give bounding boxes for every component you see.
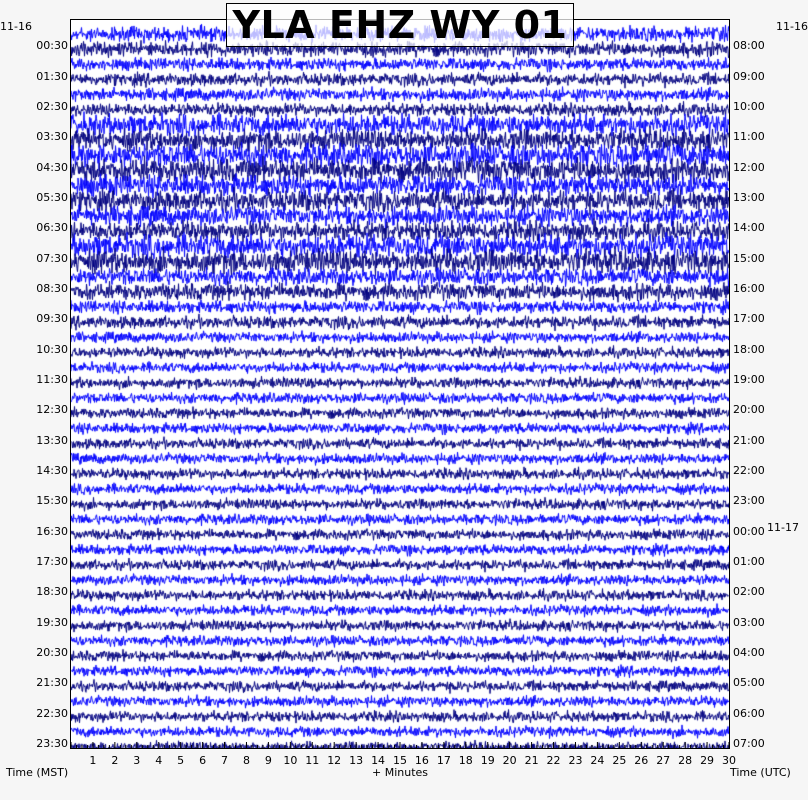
- x-tick-label: 16: [414, 754, 429, 767]
- x-tick-label: 7: [221, 754, 229, 767]
- left-time-tick: 00:30: [36, 39, 68, 53]
- x-tick-label: 8: [242, 754, 250, 767]
- right-time-tick: 22:00: [733, 463, 765, 477]
- left-time-tick: 06:30: [36, 221, 68, 235]
- x-tick-label: 1: [89, 754, 97, 767]
- x-tick-label: 12: [327, 754, 342, 767]
- left-time-tick: 12:30: [36, 403, 68, 417]
- left-time-tick: 15:30: [36, 494, 68, 508]
- x-axis-label: + Minutes: [372, 766, 429, 779]
- right-time-tick: 23:00: [733, 494, 765, 508]
- right-time-tick: 13:00: [733, 190, 765, 204]
- left-time-tick: 23:30: [36, 736, 68, 750]
- left-time-tick: 05:30: [36, 190, 68, 204]
- right-time-tick: 20:00: [733, 403, 765, 417]
- x-axis-ticks: [71, 20, 729, 748]
- left-time-tick: 11:30: [36, 372, 68, 386]
- right-time-tick: 01:00: [733, 554, 765, 568]
- x-tick-label: 14: [371, 754, 386, 767]
- x-tick-label: 9: [264, 754, 272, 767]
- x-tick-label: 3: [133, 754, 141, 767]
- left-time-tick: 08:30: [36, 281, 68, 295]
- left-time-tick: 01:30: [36, 69, 68, 83]
- right-time-tick: 06:00: [733, 706, 765, 720]
- left-time-tick: 10:30: [36, 342, 68, 356]
- x-tick-label: 22: [546, 754, 561, 767]
- x-tick-label: 11: [305, 754, 320, 767]
- x-tick-label: 28: [678, 754, 693, 767]
- x-tick-label: 2: [111, 754, 119, 767]
- x-tick-label: 30: [722, 754, 736, 767]
- chart-title: YLA EHZ WY 01: [226, 3, 574, 47]
- left-time-tick: 07:30: [36, 251, 68, 265]
- x-tick-label: 21: [524, 754, 539, 767]
- right-time-tick: 04:00: [733, 645, 765, 659]
- date-change-label: 11-17: [767, 521, 799, 534]
- left-axis-label: Time (MST): [6, 766, 69, 779]
- left-date-label: 11-16: [0, 20, 32, 33]
- left-time-tick: 04:30: [36, 160, 68, 174]
- right-time-tick: 21:00: [733, 433, 765, 447]
- left-time-tick: 13:30: [36, 433, 68, 447]
- left-time-tick: 21:30: [36, 676, 68, 690]
- left-time-tick: 16:30: [36, 524, 68, 538]
- x-tick-label: 29: [700, 754, 715, 767]
- left-time-tick: 20:30: [36, 645, 68, 659]
- x-tick-label: 10: [283, 754, 298, 767]
- left-time-tick: 19:30: [36, 615, 68, 629]
- right-time-tick: 09:00: [733, 69, 765, 83]
- x-tick-label: 5: [177, 754, 185, 767]
- x-tick-label: 6: [199, 754, 207, 767]
- x-tick-label: 24: [590, 754, 605, 767]
- left-time-tick: 22:30: [36, 706, 68, 720]
- right-time-tick: 08:00: [733, 39, 765, 53]
- right-axis-label: Time (UTC): [730, 766, 791, 779]
- right-date-label: 11-16: [776, 20, 808, 33]
- x-tick-label: 23: [568, 754, 583, 767]
- right-time-tick: 18:00: [733, 342, 765, 356]
- right-time-tick: 16:00: [733, 281, 765, 295]
- right-time-tick: 19:00: [733, 372, 765, 386]
- x-tick-label: 15: [393, 754, 407, 767]
- x-tick-label: 17: [436, 754, 451, 767]
- left-time-tick: 17:30: [36, 554, 68, 568]
- right-time-tick: 12:00: [733, 160, 765, 174]
- left-time-tick: 09:30: [36, 312, 68, 326]
- x-tick-label: 4: [155, 754, 163, 767]
- x-tick-label: 27: [656, 754, 671, 767]
- right-time-tick: 00:00: [733, 524, 765, 538]
- right-time-tick: 10:00: [733, 99, 765, 113]
- right-time-tick: 07:00: [733, 736, 765, 750]
- x-tick-label: 26: [634, 754, 649, 767]
- x-tick-label: 18: [458, 754, 473, 767]
- left-time-tick: 03:30: [36, 130, 68, 144]
- x-tick-label: 25: [612, 754, 627, 767]
- left-time-tick: 14:30: [36, 463, 68, 477]
- x-tick-label: 13: [349, 754, 364, 767]
- right-time-tick: 02:00: [733, 585, 765, 599]
- right-time-tick: 11:00: [733, 130, 765, 144]
- left-time-tick: 18:30: [36, 585, 68, 599]
- right-time-tick: 17:00: [733, 312, 765, 326]
- right-time-tick: 05:00: [733, 676, 765, 690]
- x-tick-label: 20: [502, 754, 517, 767]
- helicorder-plot-area: [70, 19, 730, 749]
- x-tick-label: 19: [480, 754, 495, 767]
- right-time-tick: 03:00: [733, 615, 765, 629]
- right-time-tick: 14:00: [733, 221, 765, 235]
- right-time-tick: 15:00: [733, 251, 765, 265]
- left-time-tick: 02:30: [36, 99, 68, 113]
